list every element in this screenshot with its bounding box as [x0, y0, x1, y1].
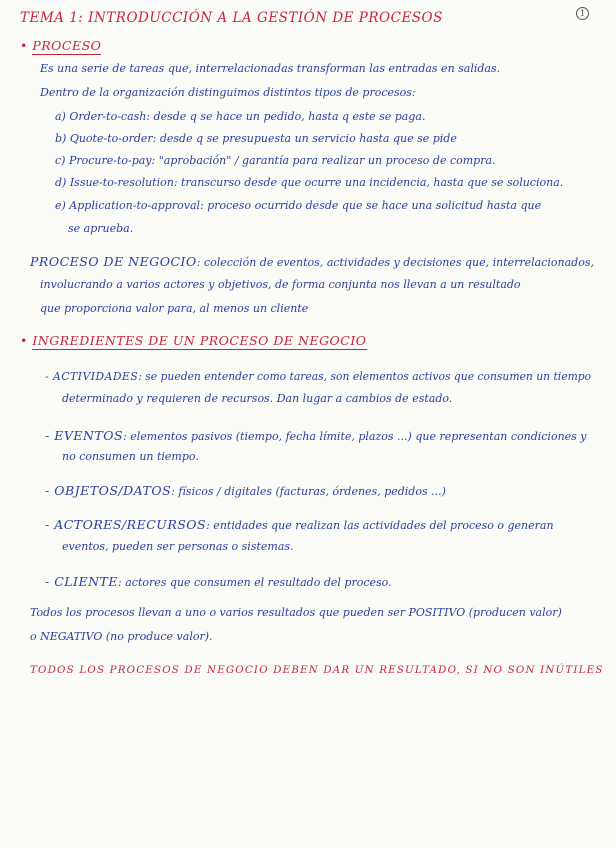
page-title: TEMA 1: INTRODUCCIÓN A LA GESTIÓN DE PROCESOS — [20, 10, 443, 26]
section-ingredientes-heading — [20, 333, 367, 348]
ingrediente-label: - ACTIVIDADES — [45, 370, 139, 383]
proceso-type-e-cont: se aprueba. — [68, 222, 134, 235]
proceso-negocio-line-1 — [30, 254, 594, 269]
ingrediente-cliente — [45, 574, 392, 589]
ingrediente-label: - OBJETOS/DATOS — [45, 483, 172, 498]
ingrediente-text: : físicos / digitales (facturas, órdenes, pedidos ...) — [171, 485, 446, 498]
ingrediente-eventos-cont: no consumen un tiempo. — [62, 450, 199, 463]
page-number: 1 — [576, 7, 589, 20]
heading-text: PROCESO — [32, 38, 102, 53]
conclusion-line-1: Todos los procesos llevan a uno o varios resultados que pueden ser POSITIVO (producen valor) — [30, 606, 562, 619]
heading-text: INGREDIENTES DE UN PROCESO DE NEGOCIO — [32, 333, 367, 348]
proceso-negocio-line-3: que proporciona valor para, al menos un cliente — [40, 302, 309, 315]
ingrediente-label: - EVENTOS — [45, 428, 124, 443]
proceso-type-b: b) Quote-to-order: desde q se presupuesta un servicio hasta que se pide — [55, 132, 457, 145]
ingrediente-text: : se pueden entender como tareas, son elementos activos que consumen un tiempo — [138, 370, 592, 383]
ingrediente-text: : elementos pasivos (tiempo, fecha límite, plazos ...) que representan condiciones y — [123, 430, 587, 443]
ingrediente-label: - ACTORES/RECURSOS — [45, 517, 207, 532]
ingrediente-text: : entidades que realizan las actividades del proceso o generan — [206, 519, 554, 532]
final-statement: TODOS LOS PROCESOS DE NEGOCIO DEBEN DAR UN RESULTADO, SI NO SON INÚTILES — [30, 664, 604, 676]
ingrediente-eventos — [45, 428, 587, 443]
proceso-type-d: d) Issue-to-resolution: transcurso desde que ocurre una incidencia, hasta que se soluciona. — [55, 176, 564, 189]
ingrediente-actores — [45, 517, 554, 532]
conclusion-line-2: o NEGATIVO (no produce valor). — [30, 630, 213, 643]
bullet: • — [20, 38, 28, 53]
proceso-negocio-text: : colección de eventos, actividades y decisiones que, interrelacionados, — [196, 256, 594, 269]
proceso-definition: Es una serie de tareas que, interrelacionadas transforman las entradas en salidas. — [40, 62, 501, 75]
ingrediente-text: : actores que consumen el resultado del proceso. — [118, 576, 392, 589]
proceso-type-a: a) Order-to-cash: desde q se hace un pedido, hasta q este se paga. — [55, 110, 426, 123]
ingrediente-actividades-cont: determinado y requieren de recursos. Dan lugar a cambios de estado. — [62, 392, 453, 405]
proceso-intro: Dentro de la organización distinguimos distintos tipos de procesos: — [40, 86, 416, 99]
proceso-negocio-line-2: involucrando a varios actores y objetivos, de forma conjunta nos llevan a un resultado — [40, 278, 521, 291]
bullet: • — [20, 333, 28, 348]
section-proceso-heading — [20, 38, 101, 53]
ingrediente-objetos — [45, 483, 446, 498]
ingrediente-actores-cont: eventos, pueden ser personas o sistemas. — [62, 540, 294, 553]
ingrediente-label: - CLIENTE — [45, 574, 119, 589]
ingrediente-actividades — [45, 370, 591, 383]
proceso-type-e: e) Application-to-approval: proceso ocurrido desde que se hace una solicitud hasta que — [55, 199, 542, 212]
proceso-type-c: c) Procure-to-pay: "aprobación" / garantía para realizar un proceso de compra. — [55, 154, 496, 167]
proceso-negocio-label: PROCESO DE NEGOCIO — [30, 254, 197, 269]
